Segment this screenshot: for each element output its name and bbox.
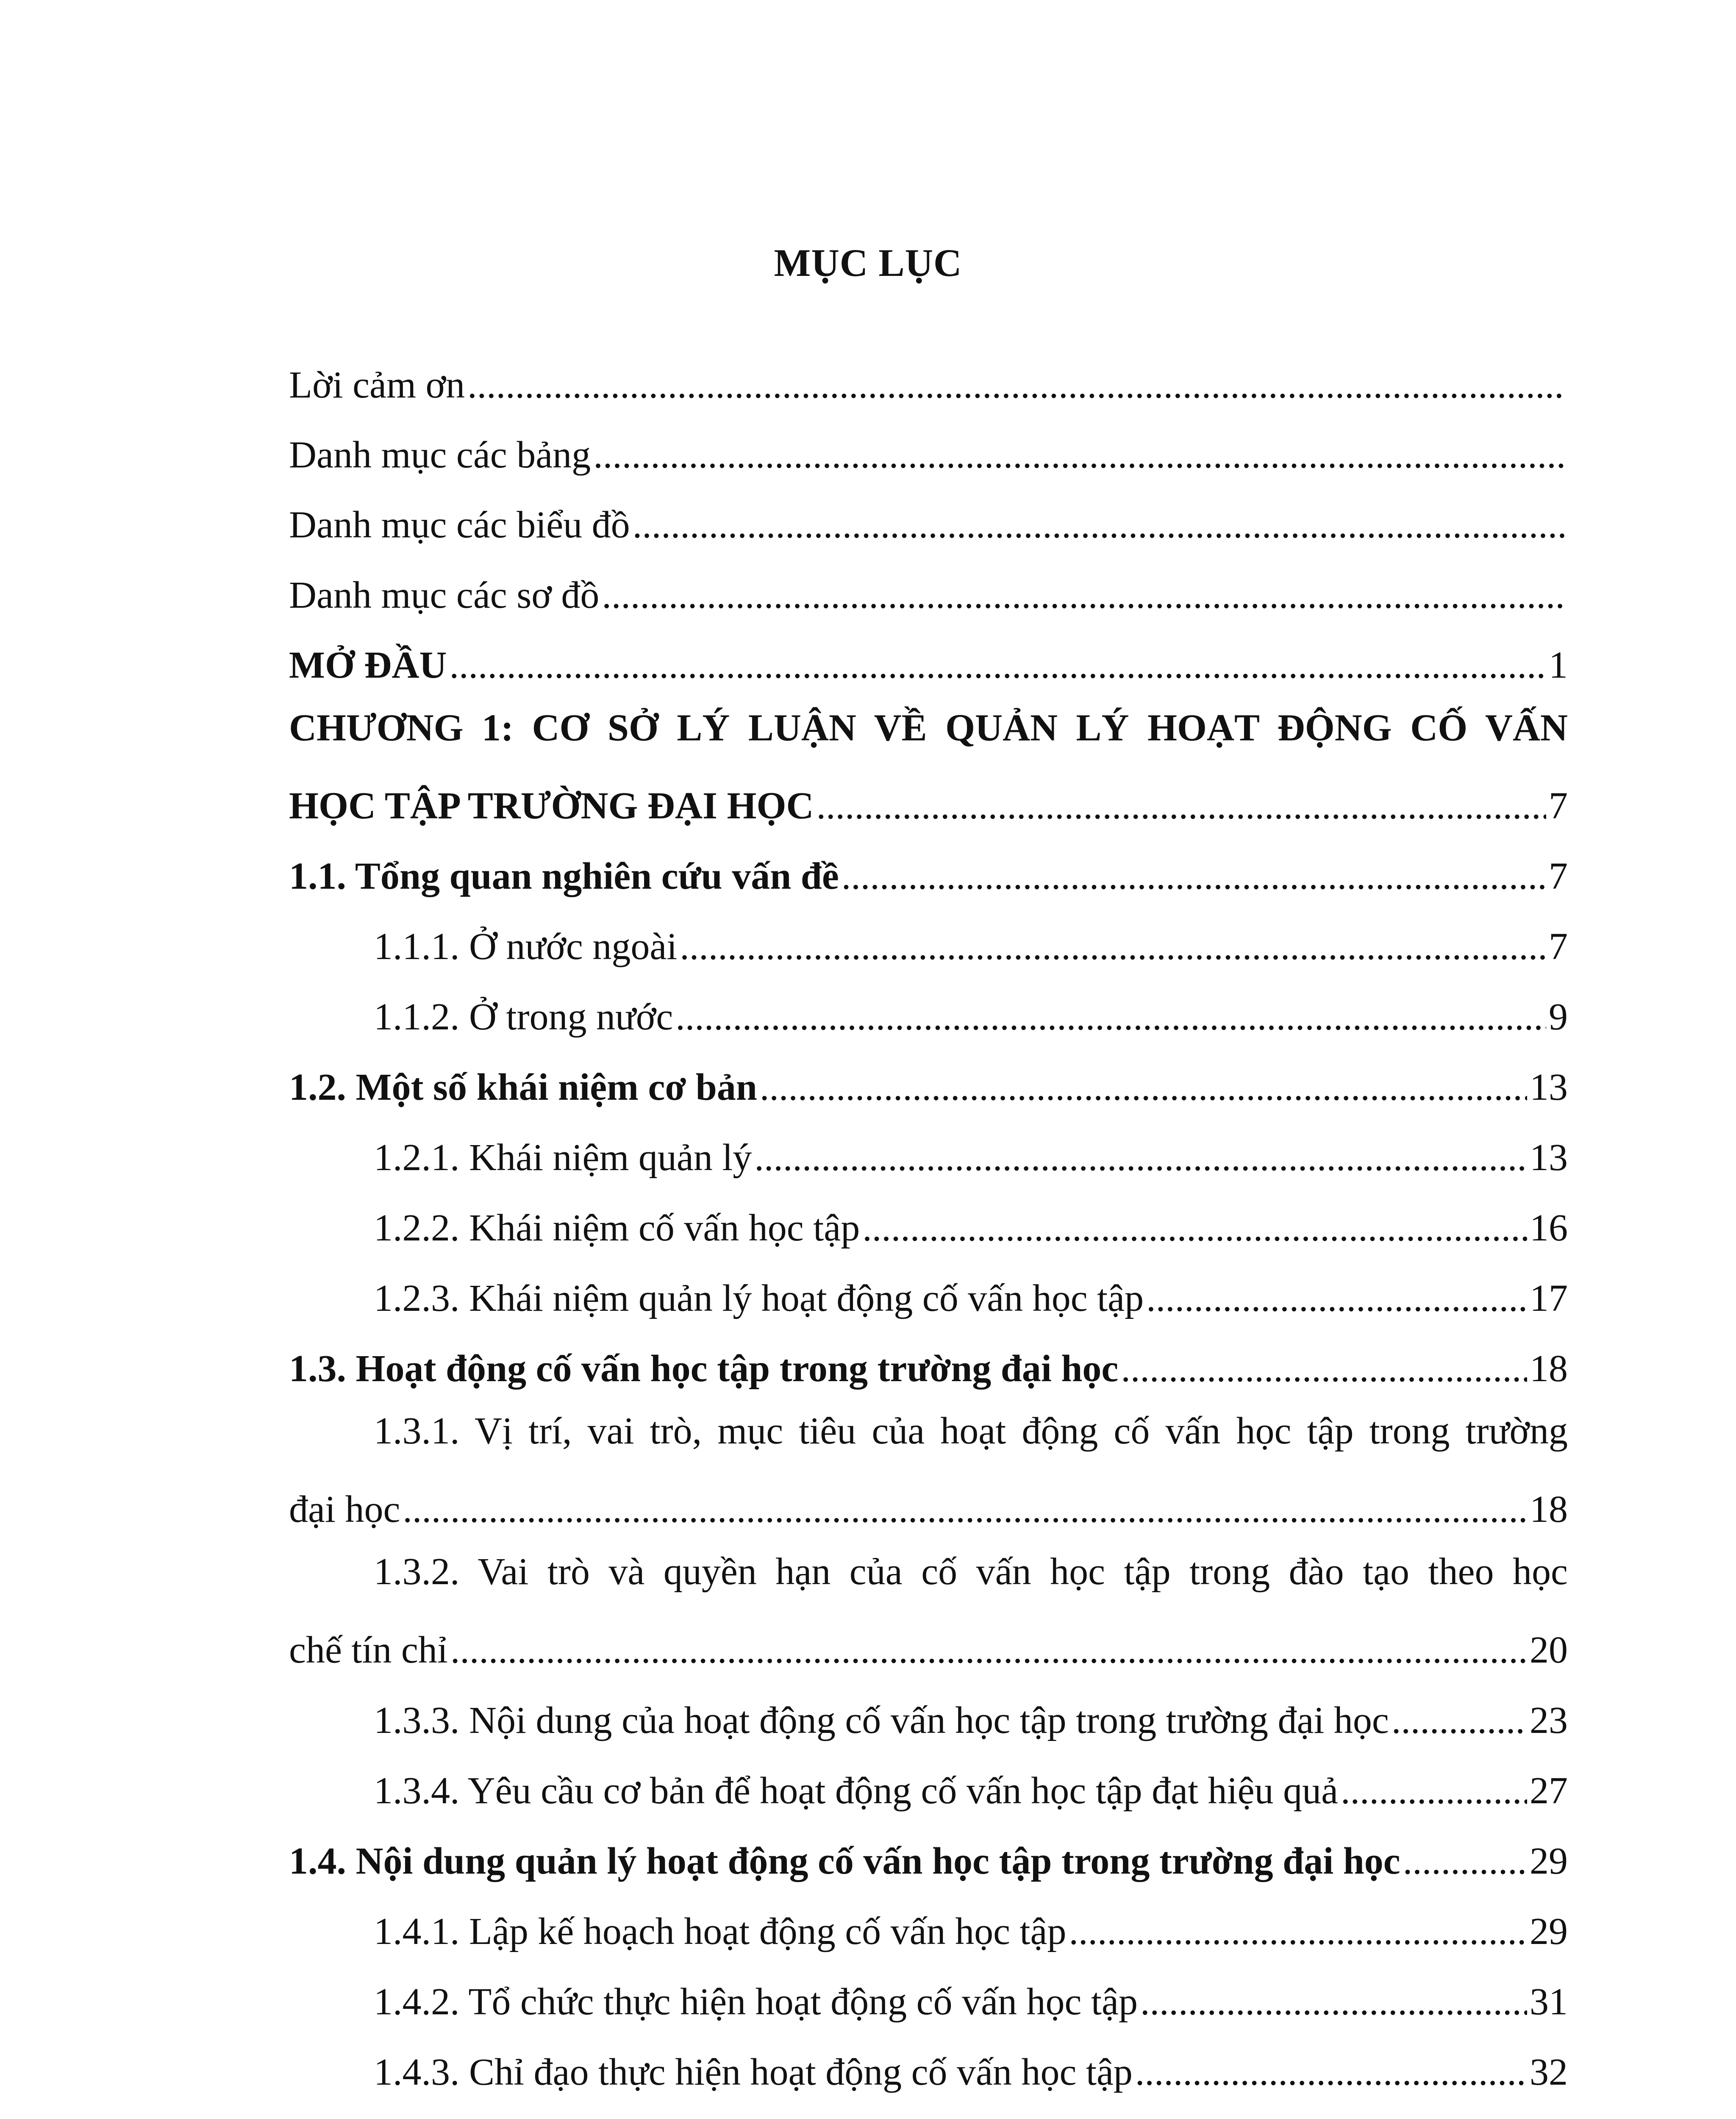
toc-entry-label: 1.3. Hoạt động cố vấn học tập trong trường đại học xyxy=(289,1348,1119,1390)
toc-page-number: 16 xyxy=(1530,1207,1568,1249)
toc-entry[interactable] xyxy=(289,487,1568,547)
dot-leader xyxy=(602,573,1565,617)
dot-leader xyxy=(842,854,1546,898)
toc-page-number: 18 xyxy=(1530,1488,1568,1530)
toc-entry-label: 1.4.2. Tổ chức thực hiện hoạt động cố vấn học tập xyxy=(374,1981,1138,2023)
page-title: MỤC LỤC xyxy=(774,241,962,284)
toc-page-number: 7 xyxy=(1549,855,1568,897)
toc-entry[interactable] xyxy=(289,2105,1568,2119)
toc-page-number: 18 xyxy=(1530,1348,1568,1390)
toc-entry-label: đại học xyxy=(289,1488,400,1530)
dot-leader xyxy=(1392,1699,1527,1742)
toc-entry[interactable] xyxy=(289,839,1568,898)
dot-leader xyxy=(633,503,1565,547)
toc-entry[interactable] xyxy=(289,1613,1568,1672)
toc-entry-label: chế tín chỉ xyxy=(289,1629,448,1671)
toc-entry[interactable] xyxy=(289,768,1568,828)
toc-entry-label: 1.3.4. Yêu cầu cơ bản để hoạt động cố vấn học tập đạt hiệu quả xyxy=(374,1770,1339,1812)
toc-entry[interactable] xyxy=(289,979,1568,1039)
toc-page-number: 7 xyxy=(1549,926,1568,968)
toc-entry-line xyxy=(289,1402,1568,1461)
toc-entry[interactable] xyxy=(289,1683,1568,1742)
dot-leader xyxy=(450,1628,1527,1672)
toc-entry[interactable] xyxy=(289,1824,1568,1883)
toc-page-number: 13 xyxy=(1530,1137,1568,1179)
toc-entry-label-line1: CHƯƠNG 1: CƠ SỞ LÝ LUẬN VỀ QUẢN LÝ HOẠT ĐỘNG CỐ VẤN xyxy=(289,707,1568,749)
dot-leader xyxy=(760,1065,1527,1109)
dot-leader xyxy=(593,433,1565,477)
toc-entry-label: 1.2.1. Khái niệm quản lý xyxy=(374,1137,752,1179)
toc-page-number: 17 xyxy=(1530,1277,1568,1319)
toc-entry-label: Danh mục các biểu đồ xyxy=(289,504,630,546)
toc-entry-label: 1.1.1. Ở nước ngoài xyxy=(374,926,678,968)
toc-entry[interactable] xyxy=(289,558,1568,617)
toc-entry[interactable] xyxy=(289,348,1568,407)
dot-leader xyxy=(467,363,1565,407)
toc-entry-label: 1.2. Một số khái niệm cơ bản xyxy=(289,1066,757,1108)
toc-page-number: 29 xyxy=(1530,1910,1568,1952)
toc-entry-label: 1.4.1. Lập kế hoạch hoạt động cố vấn học tập xyxy=(374,1910,1067,1952)
toc-entry[interactable] xyxy=(289,2035,1568,2094)
toc-page-number: 32 xyxy=(1530,2051,1568,2093)
dot-leader xyxy=(403,1488,1527,1531)
dot-leader xyxy=(675,995,1546,1039)
toc-entry-label: 1.4.3. Chỉ đạo thực hiện hoạt động cố vấn học tập xyxy=(374,2051,1133,2093)
toc-entry-label: 1.2.3. Khái niệm quản lý hoạt động cố vấn học tập xyxy=(374,1277,1144,1319)
dot-leader xyxy=(1121,1347,1527,1390)
toc-entry-label: 1.1. Tổng quan nghiên cứu vấn đề xyxy=(289,855,839,897)
dot-leader xyxy=(816,784,1546,828)
dot-leader xyxy=(862,1206,1527,1250)
dot-leader xyxy=(1140,1980,1527,2024)
toc-entry[interactable] xyxy=(289,628,1568,687)
dot-leader xyxy=(1135,2050,1527,2094)
toc-entry-label: Danh mục các bảng xyxy=(289,434,591,476)
dot-leader xyxy=(1341,1769,1527,1813)
toc-entry-label-line1: 1.3.1. Vị trí, vai trò, mục tiêu của hoạt động cố vấn học tập trong trường xyxy=(374,1410,1568,1452)
toc-entry-label: Danh mục các sơ đồ xyxy=(289,574,600,616)
toc-entry[interactable] xyxy=(289,1050,1568,1109)
toc-page-number: 23 xyxy=(1530,1699,1568,1741)
toc-entry-label-line1: 1.3.2. Vai trò và quyền hạn của cố vấn học tập trong đào tạo theo học xyxy=(374,1551,1568,1593)
toc-entry-label: Lời cảm ơn xyxy=(289,364,465,406)
dot-leader xyxy=(1403,1839,1527,1883)
toc-entry[interactable] xyxy=(289,1120,1568,1179)
toc-entry-label: 1.2.2. Khái niệm cố vấn học tập xyxy=(374,1207,860,1249)
toc-entry[interactable] xyxy=(289,1331,1568,1390)
toc-page-number: 20 xyxy=(1530,1629,1568,1671)
toc-entry-label: 1.4. Nội dung quản lý hoạt động cố vấn học tập trong trường đại học xyxy=(289,1840,1400,1882)
toc-page-number: 29 xyxy=(1530,1840,1568,1882)
toc-page-number: 27 xyxy=(1530,1770,1568,1812)
toc-entry-label: 1.3.3. Nội dung của hoạt động cố vấn học tập trong trường đại học xyxy=(374,1699,1389,1741)
toc-page-number: 1 xyxy=(1549,644,1568,686)
toc-entry[interactable] xyxy=(289,1190,1568,1250)
dot-leader xyxy=(1069,1910,1527,1953)
dot-leader xyxy=(449,643,1546,687)
toc-entry[interactable] xyxy=(289,909,1568,968)
toc-page-number: 9 xyxy=(1549,996,1568,1038)
toc-entry[interactable] xyxy=(289,1964,1568,2024)
toc-page-number: 7 xyxy=(1549,785,1568,827)
toc-entry[interactable] xyxy=(289,1261,1568,1320)
toc-entry[interactable] xyxy=(289,1894,1568,1953)
toc-page-number: 13 xyxy=(1530,1066,1568,1108)
dot-leader xyxy=(1146,1276,1527,1320)
dot-leader xyxy=(680,925,1546,968)
toc-entry-line xyxy=(289,1542,1568,1602)
toc-entry[interactable] xyxy=(289,1472,1568,1531)
toc-page-number: 31 xyxy=(1530,1981,1568,2023)
toc-entry-label: 1.1.2. Ở trong nước xyxy=(374,996,673,1038)
toc-entry-label: HỌC TẬP TRƯỜNG ĐẠI HỌC xyxy=(289,785,814,827)
toc-entry-line xyxy=(289,698,1568,758)
toc-entry[interactable] xyxy=(289,1753,1568,1813)
dot-leader xyxy=(754,1136,1527,1179)
toc-entry[interactable] xyxy=(289,417,1568,477)
toc-entry-label: MỞ ĐẦU xyxy=(289,644,447,686)
